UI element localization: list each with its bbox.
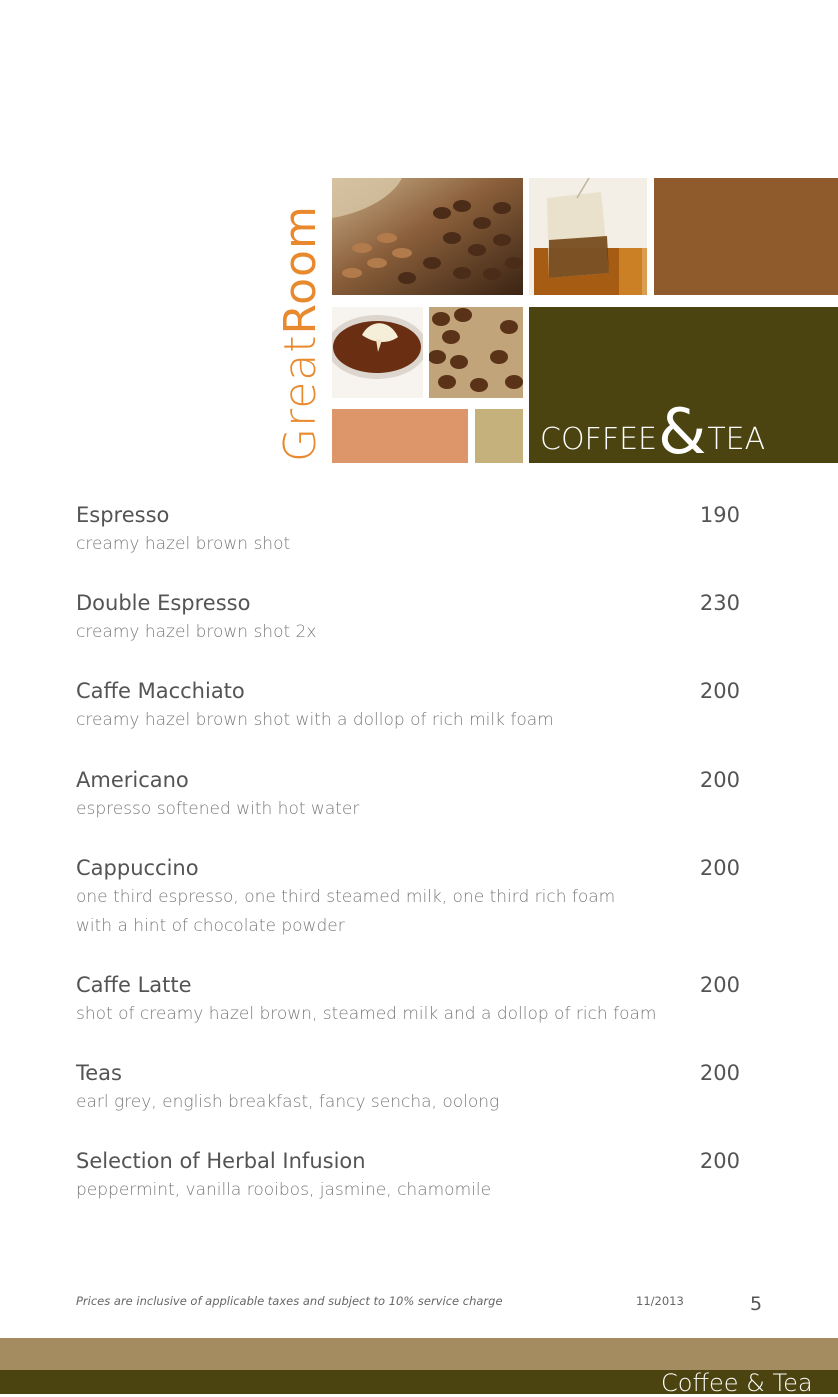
menu-item-price: 200 [699, 856, 740, 880]
menu-item-name: Espresso [76, 503, 170, 527]
menu-item [76, 1146, 740, 1205]
menu-item-description-line2: with a hint of chocolate powder [76, 916, 345, 936]
menu-item [76, 853, 740, 941]
menu-item-price: 200 [699, 973, 740, 997]
menu-item-name: Selection of Herbal Infusion [76, 1149, 366, 1173]
color-block-khaki [475, 409, 523, 463]
page-number: 5 [750, 1293, 763, 1315]
brand-name-part1: Great [275, 334, 326, 462]
menu-item-price: 230 [699, 591, 740, 615]
menu-item-name: Double Espresso [76, 591, 251, 615]
menu-item-description: shot of creamy hazel brown, steamed milk and a dollop of rich foam [76, 1004, 657, 1024]
banner-word-coffee: COFFEE [540, 422, 657, 457]
menu-item-name: Cappuccino [76, 856, 199, 880]
menu-item [76, 1058, 740, 1117]
footer-band-light [0, 1338, 838, 1370]
brand-logo [276, 172, 326, 462]
menu-item-description: earl grey, english breakfast, fancy sencha, oolong [76, 1092, 500, 1112]
color-block-rust [654, 178, 838, 295]
tea-bag-photo [529, 178, 647, 295]
coffee-beans-photo [332, 178, 523, 295]
menu-item-price: 200 [699, 679, 740, 703]
menu-item-description: creamy hazel brown shot [76, 534, 291, 554]
menu-item-price: 200 [699, 1061, 740, 1085]
hot-chocolate-photo [332, 307, 423, 398]
menu-item-name: Caffe Macchiato [76, 679, 245, 703]
menu-date: 11/2013 [636, 1294, 684, 1308]
menu-item [76, 500, 740, 559]
section-banner-title [540, 395, 766, 468]
menu-item [76, 970, 740, 1029]
footer-section-title: Coffee & Tea [661, 1369, 813, 1397]
menu-item-description: one third espresso, one third steamed milk, one third rich foam [76, 887, 616, 907]
menu-item-name: Teas [76, 1061, 122, 1085]
banner-ampersand: & [657, 395, 707, 468]
menu-item [76, 588, 740, 647]
menu-item-price: 190 [699, 503, 740, 527]
menu-item-description: creamy hazel brown shot with a dollop of rich milk foam [76, 710, 554, 730]
brand-name-part2: Room [275, 205, 326, 335]
menu-item-description: espresso softened with hot water [76, 799, 360, 819]
menu-item-name: Americano [76, 768, 189, 792]
menu-item [76, 676, 740, 735]
menu-item-price: 200 [699, 1149, 740, 1173]
menu-item-price: 200 [699, 768, 740, 792]
menu-item-description: peppermint, vanilla rooibos, jasmine, chamomile [76, 1180, 492, 1200]
price-footnote: Prices are inclusive of applicable taxes and subject to 10% service charge [76, 1294, 503, 1308]
menu-item [76, 765, 740, 824]
banner-word-tea: TEA [707, 422, 766, 457]
color-block-salmon [332, 409, 468, 463]
menu-item-description: creamy hazel brown shot 2x [76, 622, 317, 642]
coffee-beans-closeup-photo [429, 307, 523, 398]
menu-item-name: Caffe Latte [76, 973, 192, 997]
